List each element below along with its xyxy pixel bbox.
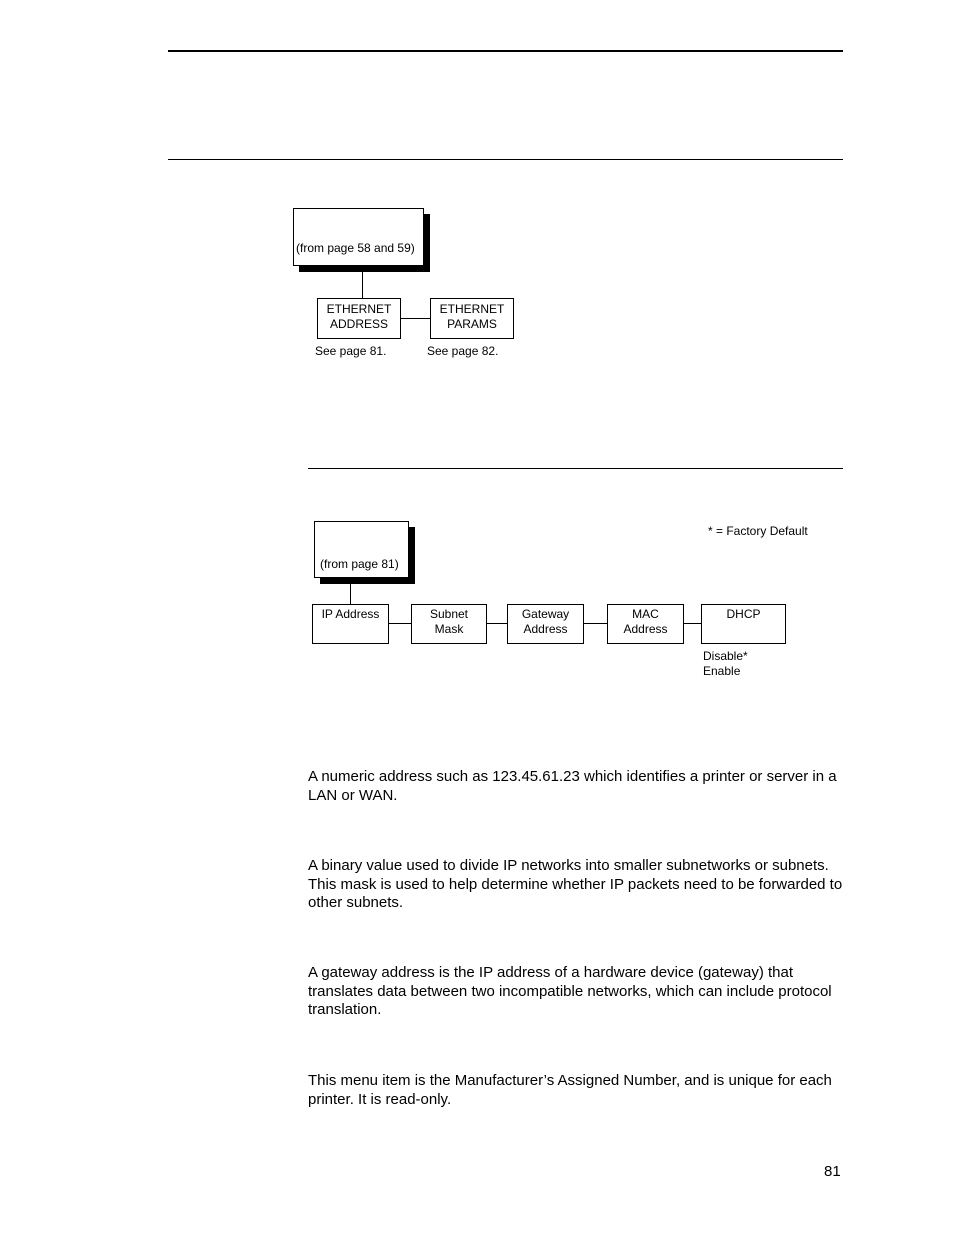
dhcp-option-enable: Enable: [703, 664, 741, 678]
diagram-top-box-label: (from page 58 and 59): [296, 241, 415, 255]
mac-address-description: This menu item is the Manufacturer’s Assigned Number, and is unique for each printer. It is read-only.: [308, 1072, 832, 1108]
menu-item-dhcp: [701, 604, 786, 644]
gateway-address-description: A gateway address is the IP address of a hardware device (gateway) that translates data between two incompatible networks, which can include protocol translation.: [308, 964, 832, 1018]
dhcp-option-disable: Disable*: [703, 649, 748, 663]
page-number: 81: [824, 1163, 841, 1180]
diagram-top-box: [314, 521, 409, 578]
menu-item-mac-address: [607, 604, 684, 644]
menu-item-label-line1: IP Address: [321, 607, 380, 621]
menu-item-label-line2: Address: [523, 622, 568, 636]
menu-item-gateway-address: [507, 604, 584, 644]
menu-item-label-line2: Mask: [434, 622, 464, 636]
menu-item-label-line1: Subnet: [429, 607, 469, 621]
section-rule: [308, 468, 843, 469]
ip-address-description: A numeric address such as 123.45.61.23 which identifies a printer or server in a LAN or WAN.: [308, 768, 837, 804]
factory-default-legend: * = Factory Default: [708, 524, 808, 538]
connector-line: [684, 623, 701, 624]
connector-line: [350, 584, 351, 605]
header-rule-top: [168, 50, 843, 52]
menu-item-ethernet-params: [430, 298, 514, 339]
menu-item-subnet-mask: [411, 604, 487, 644]
menu-item-label-line1: ETHERNET: [326, 302, 392, 316]
connector-line: [389, 623, 411, 624]
connector-line: [487, 623, 507, 624]
connector-line: [401, 318, 430, 319]
menu-item-label-line1: DHCP: [726, 607, 761, 621]
diagram-top-box: [293, 208, 424, 266]
page-reference-note: See page 82.: [427, 344, 499, 358]
menu-item-label-line2: Address: [623, 622, 668, 636]
menu-item-label-line1: MAC: [632, 607, 659, 621]
subnet-mask-description: A binary value used to divide IP networks into smaller subnetworks or subnets. This mask is used to help determine whether IP packets need to be forwarded to other subnets.: [308, 857, 843, 911]
menu-item-label-line2: ADDRESS: [329, 317, 388, 331]
menu-item-ethernet-address: [317, 298, 401, 339]
diagram-top-box-label: (from page 81): [320, 557, 399, 571]
menu-item-label-line1: ETHERNET: [439, 302, 505, 316]
menu-item-label-line1: Gateway: [521, 607, 570, 621]
dhcp-options-list: [703, 649, 748, 679]
connector-line: [362, 272, 363, 299]
page-reference-note: See page 81.: [315, 344, 387, 358]
header-rule-bottom: [168, 159, 843, 160]
menu-item-label-line2: PARAMS: [447, 317, 497, 331]
connector-line: [584, 623, 607, 624]
menu-item-ip-address: [312, 604, 389, 644]
